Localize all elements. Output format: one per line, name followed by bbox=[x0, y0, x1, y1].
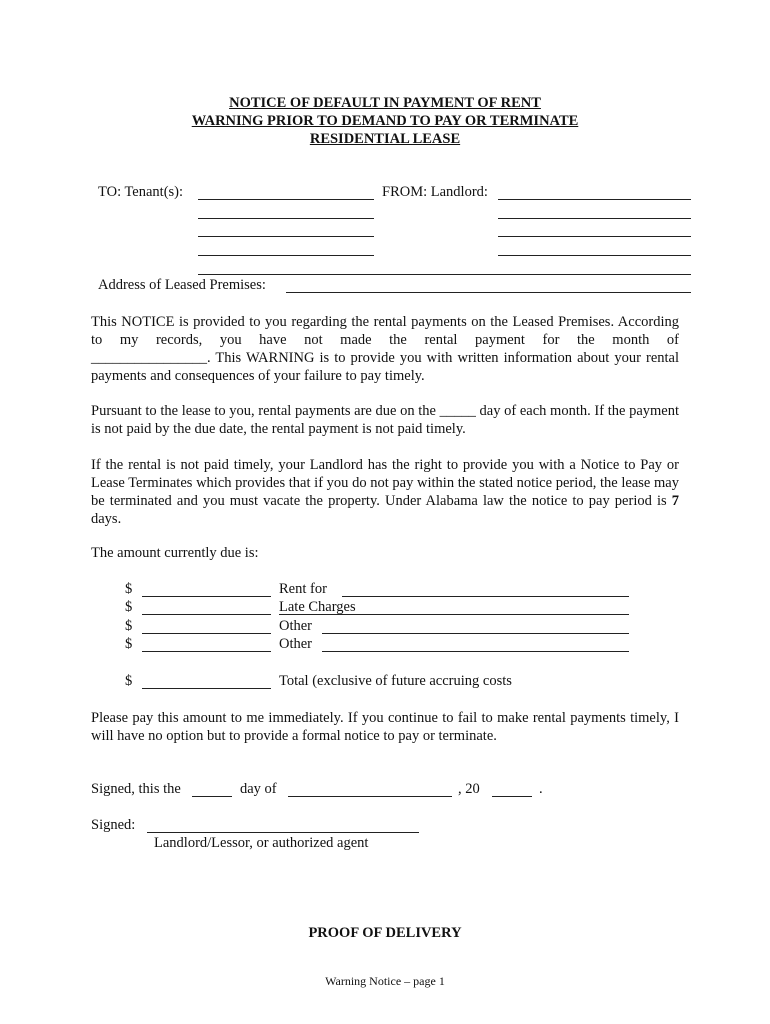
amount-intro: The amount currently due is: bbox=[91, 545, 259, 561]
address-line-2[interactable] bbox=[286, 292, 691, 293]
dollar-sign: $ bbox=[125, 636, 133, 652]
row-label-other-2: Other bbox=[279, 636, 313, 652]
total-label: Total (exclusive of future accruing costs bbox=[279, 673, 512, 689]
other-line-1[interactable] bbox=[322, 633, 629, 634]
paragraph-pay-now-text: Please pay this amount to me immediately. If you continue to fail to make rental payments timely, I will have no option but to provide a formal notice to pay or terminate. bbox=[91, 710, 679, 744]
dollar-sign: $ bbox=[125, 599, 133, 615]
signed-label: Signed: bbox=[91, 817, 136, 833]
title-line-1: NOTICE OF DEFAULT IN PAYMENT OF RENT bbox=[229, 95, 541, 111]
landlord-name-line-3[interactable] bbox=[498, 236, 691, 237]
from-landlord-label: FROM: Landlord: bbox=[382, 184, 488, 200]
address-label: Address of Leased Premises: bbox=[98, 277, 266, 293]
landlord-name-line-2[interactable] bbox=[498, 218, 691, 219]
row-label-rent: Rent for bbox=[279, 581, 327, 597]
address-line-1[interactable] bbox=[198, 274, 691, 275]
signed-month-line[interactable] bbox=[288, 796, 452, 797]
paragraph-rights-text bbox=[91, 456, 679, 528]
title-line-3: RESIDENTIAL LEASE bbox=[309, 131, 461, 147]
tenant-name-line-1[interactable] bbox=[198, 199, 374, 200]
row-label-other-1: Other bbox=[279, 618, 313, 634]
rent-for-line[interactable] bbox=[342, 596, 629, 597]
notice-days-value: 7 bbox=[671, 493, 679, 509]
paragraph-pay-now bbox=[91, 709, 679, 745]
paragraph-due-date bbox=[91, 402, 679, 438]
dollar-sign: $ bbox=[125, 673, 133, 689]
amount-other-line-1[interactable] bbox=[142, 633, 271, 634]
tenant-name-line-4[interactable] bbox=[198, 255, 374, 256]
paragraph-notice bbox=[91, 313, 679, 385]
signature-line[interactable] bbox=[147, 832, 419, 833]
paragraph-notice-a: This NOTICE is provided to you regarding the rental payments on the Leased Premises. According to my records, you have not made the rental payment for the month of bbox=[91, 314, 679, 348]
signed-day-line[interactable] bbox=[192, 796, 232, 797]
tenant-name-line-3[interactable] bbox=[198, 236, 374, 237]
late-charges-line[interactable] bbox=[279, 614, 629, 615]
signed-year-line[interactable] bbox=[492, 796, 532, 797]
signer-caption: Landlord/Lessor, or authorized agent bbox=[154, 835, 369, 851]
signed-date-period: . bbox=[539, 781, 543, 797]
paragraph-rights bbox=[91, 456, 679, 528]
paragraph-rights-end: days. bbox=[91, 511, 122, 527]
year-prefix-label: , 20 bbox=[458, 781, 480, 797]
amount-rent-line[interactable] bbox=[142, 596, 271, 597]
page-footer: Warning Notice – page 1 bbox=[325, 974, 445, 988]
signed-this-label: Signed, this the bbox=[91, 781, 181, 797]
amount-total-line[interactable] bbox=[142, 688, 271, 689]
row-label-late-charges: Late Charges bbox=[279, 599, 356, 615]
paragraph-due-date-text: Pursuant to the lease to you, rental payments are due on the _____ day of each month. If the payment is not paid by the due date, the rental payment is not paid timely. bbox=[91, 403, 679, 437]
amount-other-line-2[interactable] bbox=[142, 651, 271, 652]
dollar-sign: $ bbox=[125, 581, 133, 597]
landlord-name-line-4[interactable] bbox=[498, 255, 691, 256]
dollar-sign: $ bbox=[125, 618, 133, 634]
amount-late-line[interactable] bbox=[142, 614, 271, 615]
landlord-name-line-1[interactable] bbox=[498, 199, 691, 200]
day-of-label: day of bbox=[240, 781, 277, 797]
proof-of-delivery-heading: PROOF OF DELIVERY bbox=[308, 925, 462, 941]
title-line-2: WARNING PRIOR TO DEMAND TO PAY OR TERMINATE bbox=[191, 113, 579, 129]
paragraph-notice-b: ________________. This WARNING is to provide you with written information about your rental payments and consequences of your failure to pay timely. bbox=[91, 350, 679, 384]
other-line-2[interactable] bbox=[322, 651, 629, 652]
to-tenant-label: TO: Tenant(s): bbox=[98, 184, 184, 200]
paragraph-rights-body: If the rental is not paid timely, your Landlord has the right to provide you with a Notice to Pay or Lease Terminates which provides that if you do not pay within the stated notice period, the lease may be terminated and you must vacate the property. Under Alabama law the notice to pay period is bbox=[91, 457, 679, 509]
tenant-name-line-2[interactable] bbox=[198, 218, 374, 219]
